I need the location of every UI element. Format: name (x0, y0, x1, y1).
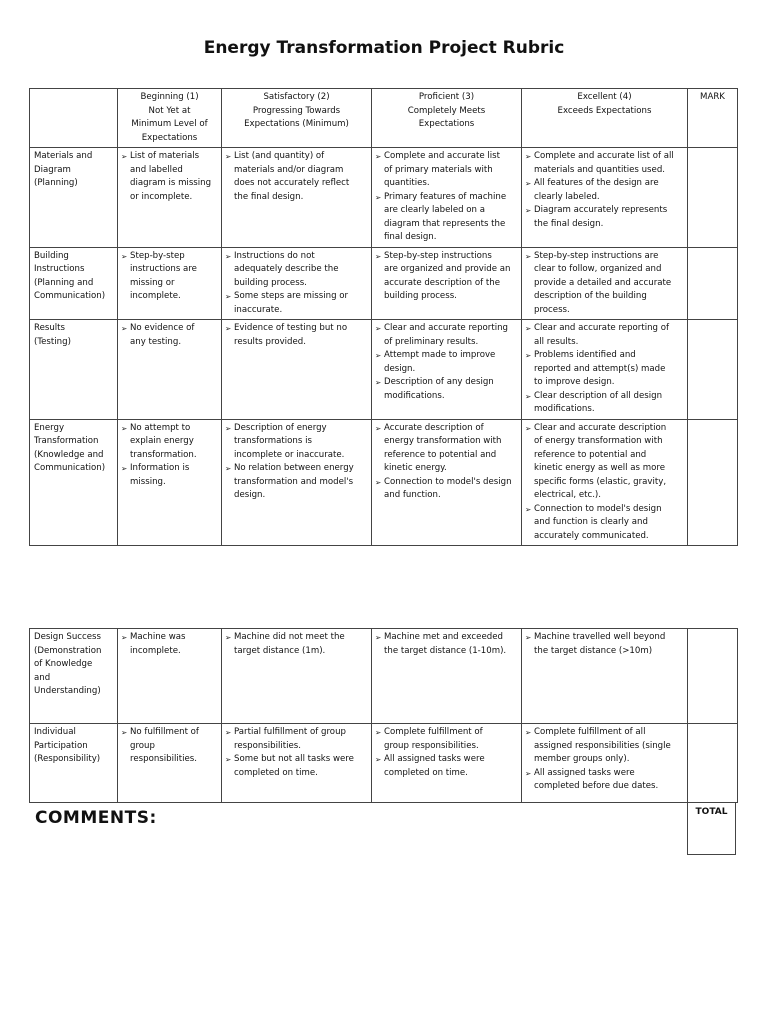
bullet-item: ➢ Information is missing. (122, 462, 217, 489)
satisfactory-cell (222, 629, 372, 724)
bullet-item: ➢ Complete fulfillment of group responsibilities. (376, 726, 517, 753)
proficient-cell (372, 148, 522, 248)
mark-cell[interactable] (688, 148, 738, 248)
header-row (30, 89, 738, 148)
bullet-item: ➢ Step-by-step instructions are clear to follow, organized and provide a detailed and accurate description of the building process. (526, 250, 683, 318)
beginning-cell (118, 148, 222, 248)
total-label: TOTAL (695, 807, 728, 817)
header-beginning: Beginning (1) Not Yet at Minimum Level of Expectations (118, 89, 222, 148)
bullet-item: ➢ Connection to model's design and function is clearly and accurately communicated. (526, 503, 683, 544)
bullet-list (122, 726, 217, 767)
satisfactory-cell (222, 419, 372, 546)
bullet-list (122, 322, 217, 349)
proficient-cell (372, 724, 522, 803)
criterion-cell: Materials and Diagram (Planning) (30, 148, 118, 248)
excellent-cell (522, 629, 688, 724)
satisfactory-cell (222, 148, 372, 248)
bullet-item: ➢ List of materials and labelled diagram is missing or incomplete. (122, 150, 217, 204)
bullet-item: ➢ Clear and accurate reporting of all results. (526, 322, 683, 349)
criterion-cell: Building Instructions (Planning and Communication) (30, 247, 118, 320)
bullet-item: ➢ Primary features of machine are clearly labeled on a diagram that represents the final design. (376, 191, 517, 245)
bullet-item: ➢ No relation between energy transformation and model's design. (226, 462, 367, 503)
page-title: Energy Transformation Project Rubric (203, 38, 565, 58)
bullet-item: ➢ Description of energy transformations is incomplete or inaccurate. (226, 422, 367, 463)
bullet-item: ➢ Machine was incomplete. (122, 631, 217, 658)
bullet-list (526, 726, 683, 794)
mark-cell[interactable] (688, 247, 738, 320)
bullet-item: ➢ No attempt to explain energy transformation. (122, 422, 217, 463)
bullet-list (376, 322, 517, 403)
proficient-cell (372, 247, 522, 320)
bullet-item: ➢ Problems identified and reported and attempt(s) made to improve design. (526, 349, 683, 390)
bullet-list (226, 250, 367, 318)
excellent-cell (522, 320, 688, 420)
bullet-list (122, 250, 217, 304)
bullet-item: ➢ Description of any design modifications. (376, 376, 517, 403)
mark-cell[interactable] (688, 724, 738, 803)
mark-cell[interactable] (688, 629, 738, 724)
satisfactory-cell (222, 724, 372, 803)
bullet-list (526, 150, 683, 231)
mark-cell[interactable] (688, 320, 738, 420)
excellent-cell (522, 724, 688, 803)
bullet-item: ➢ Evidence of testing but no results provided. (226, 322, 367, 349)
bullet-item: ➢ Diagram accurately represents the final design. (526, 204, 683, 231)
bullet-item: ➢ Some but not all tasks were completed on time. (226, 753, 367, 780)
header-criterion (30, 89, 118, 148)
bullet-item: ➢ Step-by-step instructions are missing or incomplete. (122, 250, 217, 304)
bullet-list (526, 631, 683, 658)
bullet-list (226, 322, 367, 349)
beginning-cell (118, 724, 222, 803)
bullet-list (526, 322, 683, 417)
bullet-item: ➢ Machine met and exceeded the target distance (1-10m). (376, 631, 517, 658)
satisfactory-cell (222, 247, 372, 320)
bullet-list (226, 150, 367, 204)
mark-cell[interactable] (688, 419, 738, 546)
proficient-cell (372, 320, 522, 420)
bullet-list (376, 726, 517, 780)
header-excellent: Excellent (4) Exceeds Expectations (522, 89, 688, 148)
rubric-row (30, 629, 738, 724)
bullet-list (526, 422, 683, 544)
criterion-cell: Energy Transformation (Knowledge and Communication) (30, 419, 118, 546)
bullet-list (526, 250, 683, 318)
bullet-item: ➢ Clear description of all design modifications. (526, 390, 683, 417)
bullet-item: ➢ Partial fulfillment of group responsibilities. (226, 726, 367, 753)
bullet-item: ➢ No evidence of any testing. (122, 322, 217, 349)
beginning-cell (118, 629, 222, 724)
excellent-cell (522, 247, 688, 320)
rubric-row (30, 148, 738, 248)
bullet-item: ➢ Instructions do not adequately describe the building process. (226, 250, 367, 291)
bullet-list (226, 422, 367, 503)
bullet-list (376, 250, 517, 304)
rubric-row (30, 419, 738, 546)
proficient-cell (372, 629, 522, 724)
bullet-item: ➢ Machine travelled well beyond the target distance (>10m) (526, 631, 683, 658)
satisfactory-cell (222, 320, 372, 420)
bullet-list (122, 631, 217, 658)
excellent-cell (522, 419, 688, 546)
bullet-list (226, 631, 367, 658)
rubric-row (30, 724, 738, 803)
bullet-item: ➢ List (and quantity) of materials and/or diagram does not accurately reflect the final design. (226, 150, 367, 204)
bullet-item: ➢ Some steps are missing or inaccurate. (226, 290, 367, 317)
bullet-item: ➢ All assigned tasks were completed on time. (376, 753, 517, 780)
bullet-item: ➢ No fulfillment of group responsibilities. (122, 726, 217, 767)
criterion-cell: Individual Participation (Responsibility) (30, 724, 118, 803)
header-satisfactory: Satisfactory (2) Progressing Towards Expectations (Minimum) (222, 89, 372, 148)
proficient-cell (372, 419, 522, 546)
rubric-row (30, 247, 738, 320)
bullet-item: ➢ Complete fulfillment of all assigned responsibilities (single member groups only). (526, 726, 683, 767)
total-box[interactable] (687, 802, 736, 855)
rubric-table-continued (29, 628, 738, 803)
bullet-item: ➢ Accurate description of energy transformation with reference to potential and kinetic energy. (376, 422, 517, 476)
rubric-row (30, 320, 738, 420)
bullet-item: ➢ All assigned tasks were completed before due dates. (526, 767, 683, 794)
bullet-item: ➢ Step-by-step instructions are organized and provide an accurate description of the building process. (376, 250, 517, 304)
bullet-list (376, 150, 517, 245)
beginning-cell (118, 419, 222, 546)
bullet-item: ➢ Connection to model's design and function. (376, 476, 517, 503)
header-proficient: Proficient (3) Completely Meets Expectations (372, 89, 522, 148)
bullet-item: ➢ All features of the design are clearly labeled. (526, 177, 683, 204)
bullet-item: ➢ Clear and accurate description of energy transformation with reference to potential and kinetic energy as well as more specific forms (elastic, gravity, electrical, etc.). (526, 422, 683, 503)
beginning-cell (118, 247, 222, 320)
criterion-cell: Results (Testing) (30, 320, 118, 420)
bullet-item: ➢ Complete and accurate list of primary materials with quantities. (376, 150, 517, 191)
bullet-item: ➢ Machine did not meet the target distance (1m). (226, 631, 367, 658)
criterion-cell: Design Success (Demonstration of Knowledge and Understanding) (30, 629, 118, 724)
rubric-table (29, 88, 738, 546)
bullet-list (376, 631, 517, 658)
bullet-item: ➢ Complete and accurate list of all materials and quantities used. (526, 150, 683, 177)
beginning-cell (118, 320, 222, 420)
bullet-list (122, 422, 217, 490)
bullet-item: ➢ Attempt made to improve design. (376, 349, 517, 376)
comments-label: COMMENTS: (35, 808, 157, 828)
bullet-item: ➢ Clear and accurate reporting of preliminary results. (376, 322, 517, 349)
bullet-list (226, 726, 367, 780)
bullet-list (376, 422, 517, 503)
excellent-cell (522, 148, 688, 248)
header-mark: MARK (688, 89, 738, 148)
bullet-list (122, 150, 217, 204)
